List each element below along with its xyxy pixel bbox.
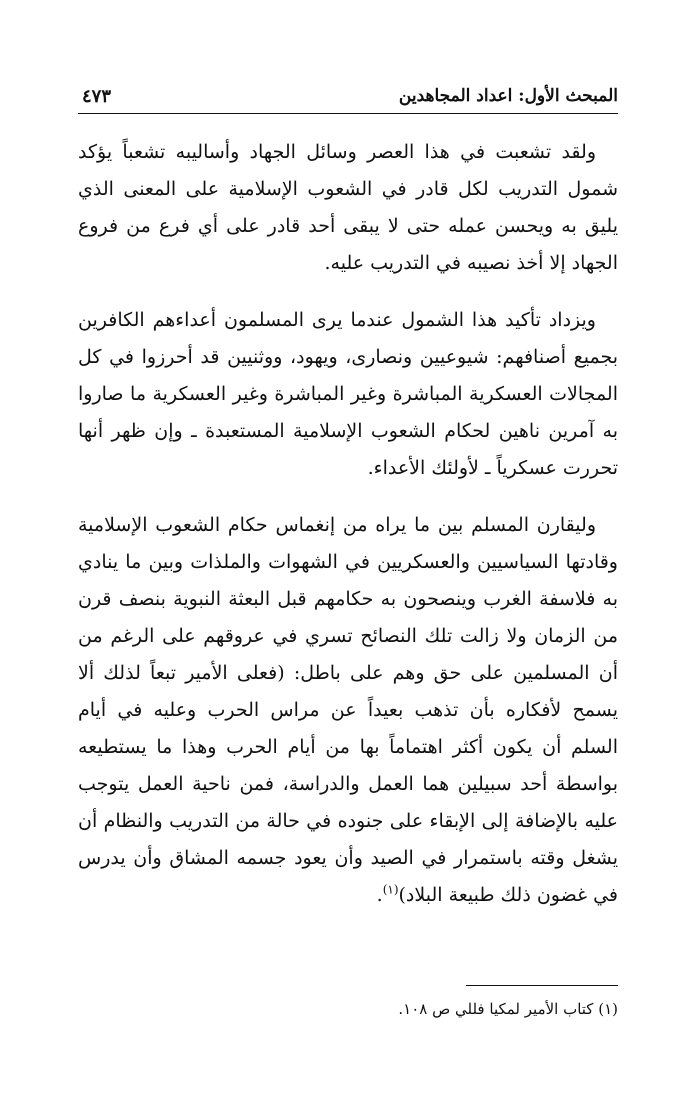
- paragraph-1: ولقد تشعبت في هذا العصر وسائل الجهاد وأساليبه تشعباً يؤكد شمول التدريب لكل قادر في الشعوب الإسلامية على المعنى الذي يليق به ويحسن عمله حتى لا يبقى أحد قادر على أي فرع من فروع الجهاد إلا أخذ نصيبه في التدريب عليه.: [78, 141, 618, 274]
- running-header: [78, 84, 618, 114]
- footnote: (١) كتاب الأمير لمكيا فللي ص ١٠٨.: [398, 1000, 618, 1018]
- paragraph-3-end: .: [376, 884, 383, 906]
- page-number: ٤٧٣: [82, 86, 112, 107]
- chapter-title: المبحث الأول: اعداد المجاهدين: [398, 86, 618, 106]
- main-text: [78, 134, 618, 934]
- footnote-reference: (١): [382, 882, 399, 897]
- header-divider: [78, 113, 618, 114]
- paragraph-2: ويزداد تأكيد هذا الشمول عندما يرى المسلمون أعداءهم الكافرين بجميع أصنافهم: شيوعيين ونصارى، ويهود، ووثنيين قد أحرزوا في كل المجالات العسكرية المباشرة وغير المباشرة وغير العسكرية ما صاروا به آمرين ناهين لحكام الشعوب الإسلامية المستعبدة ـ وإن ظهر أنها تحررت عسكرياً ـ لأولئك الأعداء.: [78, 309, 618, 479]
- footnote-divider: [466, 985, 618, 986]
- paragraph-3-text: وليقارن المسلم بين ما يراه من إنغماس حكام الشعوب الإسلامية وقادتها السياسيين والعسكريين في الشهوات والملذات وبين ما ينادي به فلاسفة الغرب وينصحون به حكامهم قبل البعثة النبوية بنصف قرن من الزمان ولا زالت تلك النصائح تسري في عروقهم على الرغم من أن المسلمين على حق وهم على باطل: (فعلى الأمير تبعاً لذلك ألا يسمح لأفكاره بأن تذهب بعيداً عن مراس الحرب وعليه في أيام السلم أن يكون أكثر اهتماماً بها من أيام الحرب وهذا ما يستطيعه بواسطة أحد سبيلين هما العمل والدراسة، فمن ناحية العمل يتوجب عليه بالإضافة إلى الإبقاء على جنوده في حالة من التدريب والنظام أن يشغل وقته باستمرار في الصيد وأن يعود جسمه المشاق وأن يدرس في غضون ذلك طبيعة البلاد): [78, 514, 618, 906]
- paragraph-3: [78, 507, 618, 914]
